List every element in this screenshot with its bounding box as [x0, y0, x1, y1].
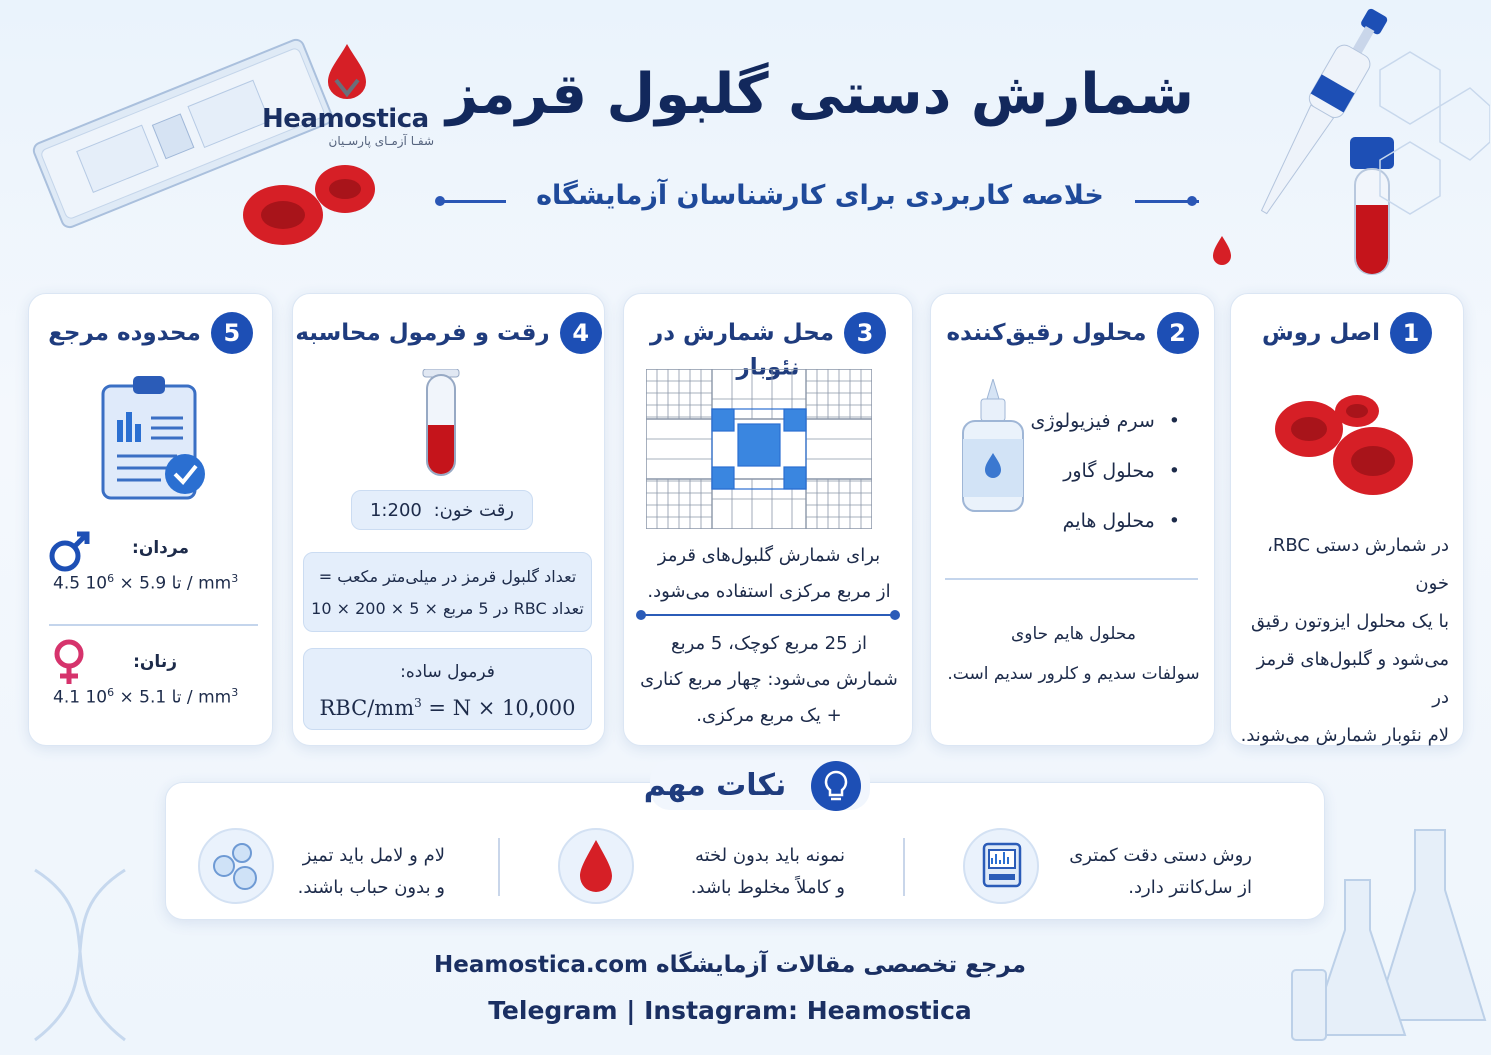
note-line: نمونه باید بدون لخته	[694, 845, 845, 866]
subtitle-left-line	[442, 200, 506, 203]
divider	[49, 624, 258, 626]
women-high: 5.1	[139, 687, 167, 708]
formula-exponent: 3	[414, 696, 422, 710]
diluent-note	[941, 614, 1206, 694]
simple-formula-label: فرمول ساده:	[400, 662, 495, 682]
logo-tagline: شفـا آزمـای پارسـیان	[328, 134, 434, 148]
card-neubauer-number: 3	[844, 312, 886, 354]
women-label: زنان:	[133, 652, 177, 672]
men-label: مردان:	[132, 538, 189, 558]
neubauer-line: برای شمارش گلبول‌های قرمز	[657, 545, 881, 566]
unit-base: × 10	[85, 573, 134, 594]
men-to: تا	[171, 573, 182, 594]
formula-box	[303, 552, 592, 632]
red-blood-cells-icon	[1271, 389, 1421, 504]
women-low: 4.1	[53, 687, 81, 708]
simple-formula-box	[303, 648, 592, 730]
blood-drop-icon	[578, 838, 614, 894]
formula-lhs: RBC/mm	[319, 696, 415, 720]
card-diluent	[930, 293, 1215, 746]
male-symbol-icon	[47, 528, 93, 574]
unit-per: / mm	[181, 573, 232, 594]
dilution-label: رقت خون:	[433, 500, 514, 521]
dna-background	[15, 860, 145, 1050]
footer-site[interactable]: مرجع تخصصی مقالات آزمایشگاه Heamostica.com	[434, 952, 1026, 978]
diluent-note-line: سولفات سدیم و کلرور سدیم است.	[947, 664, 1200, 684]
notes-divider	[903, 838, 905, 896]
footer-social[interactable]: Telegram | Instagram: Heamostica	[488, 996, 972, 1025]
note-1-text	[1052, 840, 1252, 904]
principle-line: می‌شود و گلبول‌های قرمز در	[1256, 649, 1449, 708]
principle-line: لام نئوبار شمارش می‌شوند.	[1240, 725, 1449, 746]
red-blood-cells-illustration	[235, 155, 385, 255]
subtitle-row	[430, 180, 1210, 220]
divider	[640, 614, 894, 616]
neubauer-note-line: + یک مربع مرکزی.	[696, 705, 842, 726]
principle-line: با یک محلول ایزوتون رقیق	[1251, 611, 1449, 632]
men-high: 5.9	[139, 573, 167, 594]
subtitle-right-dot	[1187, 196, 1197, 206]
notes-divider	[498, 838, 500, 896]
note-line: از سل‌کانتر دارد.	[1128, 877, 1252, 898]
card-reference-title: محدوده مرجع	[48, 320, 201, 346]
card-neubauer-header	[624, 312, 912, 381]
unit-exp: 6	[107, 572, 115, 585]
neubauer-line: از مربع مرکزی استفاده می‌شود.	[647, 581, 891, 602]
unit-per: / mm	[181, 687, 232, 708]
formula-line: تعداد RBC در 5 مربع × 5 × 200 × 10	[311, 599, 584, 618]
neubauer-note-line: از 25 مربع کوچک، 5 مربع	[671, 633, 867, 654]
card-reference	[28, 293, 273, 746]
dilution-box	[351, 490, 533, 530]
divider	[945, 578, 1198, 580]
men-range	[53, 572, 263, 594]
female-symbol-icon	[49, 638, 89, 688]
diluent-item: • محلول گاور	[1031, 446, 1180, 496]
logo-name: Heamostica	[262, 104, 429, 134]
women-range	[53, 686, 263, 708]
note-3-text	[255, 840, 445, 904]
cell-counter-icon	[980, 842, 1024, 890]
neubauer-note	[634, 626, 904, 734]
diluent-list	[1031, 396, 1180, 546]
page-subtitle: خلاصه کاربردی برای کارشناسان آزمایشگاه	[536, 180, 1104, 211]
neubauer-note-line: شمارش می‌شود: چهار مربع کناری	[640, 669, 898, 690]
card-neubauer	[623, 293, 913, 746]
card-reference-header	[29, 312, 272, 356]
card-reference-number: 5	[211, 312, 253, 354]
molecule-background	[1340, 30, 1490, 250]
unit-exp: 6	[107, 686, 115, 699]
dilution-value: 1:200	[369, 500, 422, 521]
diluent-item: • سرم فیزیولوژی	[1031, 396, 1180, 446]
note-line: لام و لامل باید تمیز	[302, 845, 445, 866]
card-formula-header	[293, 312, 604, 356]
card-principle-title: اصل روش	[1262, 320, 1380, 346]
men-low: 4.5	[53, 573, 81, 594]
divider-dot	[636, 610, 646, 620]
note-line: و بدون حباب باشند.	[297, 877, 445, 898]
principle-line: در شمارش دستی RBC، خون	[1267, 535, 1449, 594]
diluent-item: • محلول هایم	[1031, 496, 1180, 546]
women-to: تا	[171, 687, 182, 708]
card-neubauer-title: محل شمارش در نئوبار	[649, 320, 835, 381]
diluent-note-line: محلول هایم حاوی	[1010, 624, 1137, 644]
unit-per-exp: 3	[231, 572, 239, 585]
card-principle-number: 1	[1390, 312, 1432, 354]
divider-dot	[890, 610, 900, 620]
card-principle-text	[1239, 527, 1449, 755]
card-principle	[1230, 293, 1464, 746]
card-formula-title: رقت و فرمول محاسبه	[295, 320, 550, 346]
note-line: روش دستی دقت کمتری	[1069, 845, 1252, 866]
unit-base: × 10	[85, 687, 134, 708]
card-diluent-title: محلول رقیق‌کننده	[946, 320, 1147, 346]
card-diluent-header	[931, 312, 1214, 356]
logo-drop-icon	[322, 42, 372, 100]
card-formula	[292, 293, 605, 746]
simple-formula	[304, 687, 591, 724]
note-line: و کاملاً مخلوط باشد.	[690, 877, 845, 898]
note-2-text	[645, 840, 845, 904]
unit-per-exp: 3	[231, 686, 239, 699]
lightbulb-icon	[810, 760, 862, 812]
test-tube-icon	[421, 369, 461, 479]
card-principle-header	[1231, 312, 1463, 356]
card-diluent-number: 2	[1157, 312, 1199, 354]
formula-line: تعداد گلبول قرمز در میلی‌متر مکعب =	[318, 567, 577, 586]
formula-rhs: = N × 10,000	[421, 696, 576, 720]
neubauer-text	[634, 538, 904, 610]
notes-title: نکات مهم	[643, 768, 787, 803]
page-title: شمارش دستی گلبول قرمز	[446, 62, 1194, 127]
card-formula-number: 4	[560, 312, 602, 354]
neubauer-grid-icon	[646, 369, 872, 529]
dropper-bottle-icon	[953, 379, 1033, 519]
clipboard-report-icon	[99, 372, 219, 502]
